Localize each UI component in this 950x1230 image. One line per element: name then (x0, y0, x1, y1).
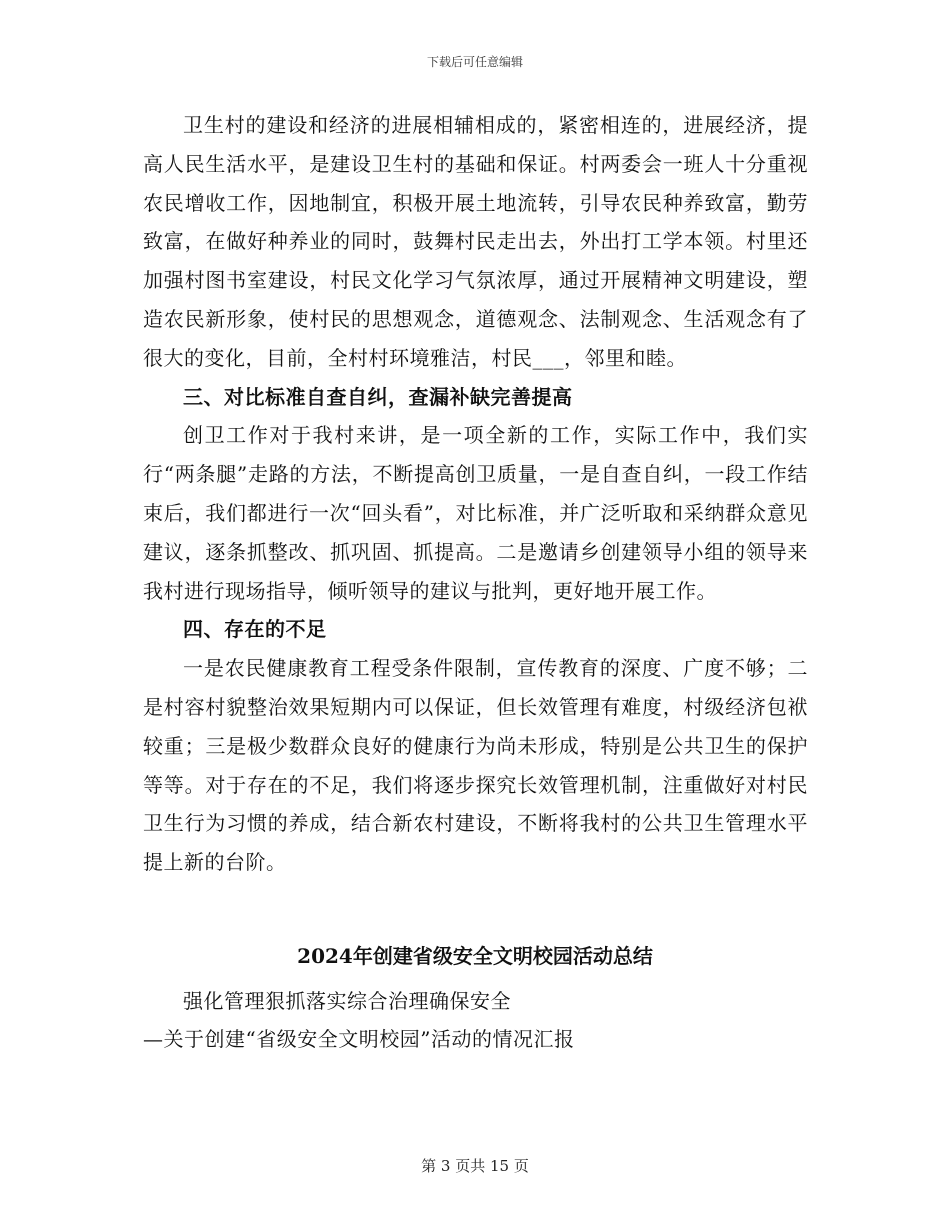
paragraph-shortcomings: 一是农民健康教育工程受条件限制，宣传教育的深度、广度不够；二是村容村貌整治效果短期内可以保证，但长效管理有难度，村级经济包袱较重；三是极少数群众良好的健康行为尚未形成，特别是公共卫生的保护等等。对于存在的不足，我们将逐步探究长效管理机制，注重做好对村民卫生行为习惯的养成，结合新农村建设，不断将我村的公共卫生管理水平提上新的台阶。 (143, 656, 808, 875)
article-subtitle: 强化管理狠抓落实综合治理确保安全 (183, 989, 511, 1013)
paragraph-self-check: 创卫工作对于我村来讲，是一项全新的工作，实际工作中，我们实行“两条腿”走路的方法，不断提高创卫质量，一是自查自纠，一段工作结束后，我们都进行一次“回头看”，对比标准，并广泛听取和采纳群众意见建议，逐条抓整改、抓巩固、抓提高。二是邀请乡创建领导小组的领导来我村进行现场指导，倾听领导的建议与批判，更好地开展工作。 (143, 423, 808, 603)
article-title: 2024年创建省级安全文明校园活动总结 (297, 944, 653, 968)
page-number: 第 3 页共 15 页 (421, 1157, 529, 1175)
page-header: 下载后可任意编辑 (426, 55, 523, 69)
article-subtitle-report: —关于创建“省级安全文明校园”活动的情况汇报 (143, 1027, 575, 1051)
document-body (143, 106, 808, 882)
section-heading-4: 四、存在的不足 (183, 617, 327, 642)
paragraph-economy: 卫生村的建设和经济的进展相辅相成的，紧密相连的，进展经济，提高人民生活水平，是建设卫生村的基础和保证。村两委会一班人十分重视农民增收工作，因地制宜，积极开展土地流转，引导农民种养致富，勤劳致富，在做好种养业的同时，鼓舞村民走出去，外出打工学本领。村里还加强村图书室建设，村民文化学习气氛浓厚，通过开展精神文明建设，塑造农民新形象，使村民的思想观念，道德观念、法制观念、生活观念有了很大的变化，目前，全村村环境雅洁，村民___，邻里和睦。 (143, 113, 808, 370)
section-heading-3: 三、对比标准自查自纠，查漏补缺完善提高 (183, 384, 573, 409)
